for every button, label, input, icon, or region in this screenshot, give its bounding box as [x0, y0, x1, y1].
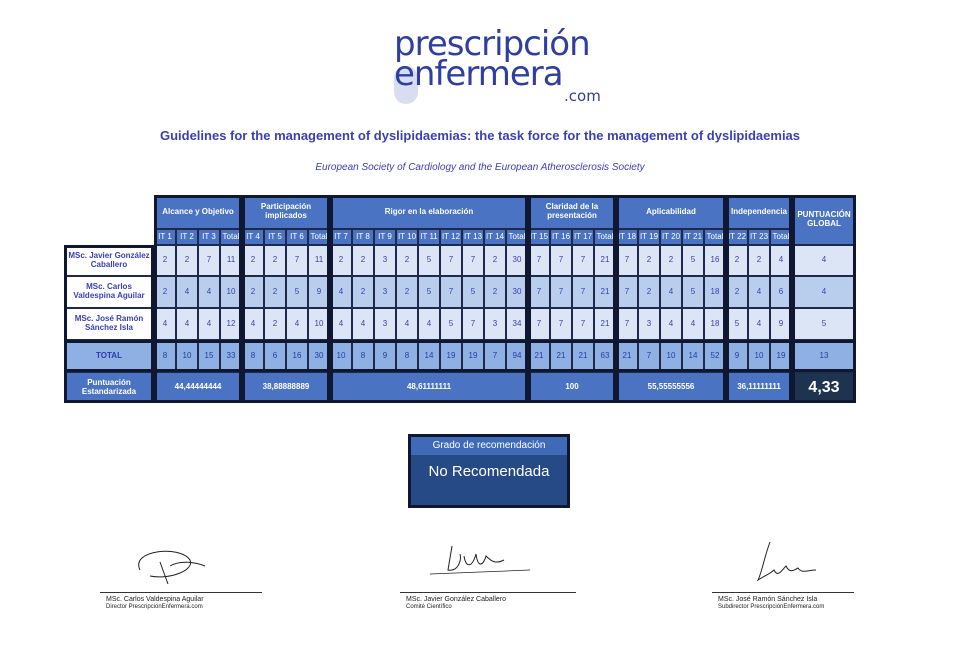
signature-line-1	[100, 592, 262, 593]
score-cell: 2	[264, 308, 286, 340]
score-cell: 2	[396, 276, 418, 308]
total-cell: 15	[198, 340, 220, 372]
score-cell: 5	[726, 308, 748, 340]
score-cell: 4	[418, 308, 440, 340]
total-cell: 21	[528, 340, 550, 372]
score-cell: 4	[176, 276, 198, 308]
score-cell: 11	[308, 245, 330, 276]
score-cell: 7	[440, 276, 462, 308]
score-cell: 2	[154, 276, 176, 308]
recommendation-box	[408, 434, 570, 508]
evaluator-label: MSc. Carlos Valdespina Aguilar	[64, 276, 154, 308]
score-cell: 2	[748, 245, 770, 276]
total-cell: 8	[154, 340, 176, 372]
total-label: TOTAL	[64, 340, 154, 372]
total-cell: 7	[638, 340, 660, 372]
signature-block-director	[100, 540, 262, 620]
item-header: IT 22	[726, 229, 748, 245]
score-cell: 9	[770, 308, 792, 340]
standardized-score: 44,44444444	[154, 372, 242, 403]
item-header: IT 8	[352, 229, 374, 245]
total-cell: 19	[770, 340, 792, 372]
item-header: IT 23	[748, 229, 770, 245]
score-cell: 4	[660, 276, 682, 308]
score-cell: 6	[770, 276, 792, 308]
item-header: IT 19	[638, 229, 660, 245]
score-cell: 2	[638, 276, 660, 308]
agree-score-table	[64, 195, 896, 414]
score-cell: 2	[396, 245, 418, 276]
score-cell: 21	[594, 276, 616, 308]
score-cell: 4	[154, 308, 176, 340]
total-cell: 14	[682, 340, 704, 372]
total-global-score: 13	[792, 340, 856, 372]
total-cell: 8	[242, 340, 264, 372]
score-cell: 12	[220, 308, 242, 340]
evaluator-global-score: 5	[792, 308, 856, 340]
item-header: Total	[594, 229, 616, 245]
score-cell: 5	[462, 276, 484, 308]
score-cell: 4	[352, 308, 374, 340]
score-cell: 2	[176, 245, 198, 276]
total-cell: 10	[176, 340, 198, 372]
score-cell: 2	[726, 276, 748, 308]
signature-role-3: Subdirector PrescripciónEnfermera.com	[718, 604, 825, 610]
score-cell: 4	[286, 308, 308, 340]
total-cell: 63	[594, 340, 616, 372]
total-cell: 19	[440, 340, 462, 372]
evaluator-global-score: 4	[792, 245, 856, 276]
score-cell: 2	[330, 245, 352, 276]
score-cell: 2	[726, 245, 748, 276]
score-cell: 4	[682, 308, 704, 340]
score-cell: 7	[550, 308, 572, 340]
total-cell: 30	[308, 340, 330, 372]
item-header: IT 7	[330, 229, 352, 245]
score-cell: 7	[550, 245, 572, 276]
signature-scribble-1	[100, 540, 210, 590]
item-header: Total	[704, 229, 726, 245]
total-cell: 16	[286, 340, 308, 372]
evaluator-label: MSc. Javier González Caballero	[64, 245, 154, 276]
score-cell: 4	[242, 308, 264, 340]
total-cell: 10	[748, 340, 770, 372]
score-cell: 7	[616, 276, 638, 308]
score-cell: 5	[286, 276, 308, 308]
score-cell: 4	[396, 308, 418, 340]
item-header: IT 21	[682, 229, 704, 245]
item-header: IT 12	[440, 229, 462, 245]
item-header: IT 4	[242, 229, 264, 245]
total-cell: 10	[330, 340, 352, 372]
total-cell: 9	[374, 340, 396, 372]
score-cell: 11	[220, 245, 242, 276]
signature-role-1: Director PrescripciónEnfermera.com	[106, 604, 203, 610]
total-cell: 6	[264, 340, 286, 372]
score-cell: 2	[352, 245, 374, 276]
score-cell: 7	[198, 245, 220, 276]
item-header: IT 6	[286, 229, 308, 245]
item-header: Total	[308, 229, 330, 245]
total-cell: 9	[726, 340, 748, 372]
item-header: IT 13	[462, 229, 484, 245]
score-cell: 4	[748, 308, 770, 340]
score-cell: 30	[506, 245, 528, 276]
score-cell: 7	[616, 245, 638, 276]
score-cell: 7	[528, 308, 550, 340]
group-header: Claridad de la presentación	[528, 195, 616, 229]
score-cell: 2	[352, 276, 374, 308]
score-cell: 5	[418, 245, 440, 276]
score-cell: 5	[682, 276, 704, 308]
item-header: Total	[506, 229, 528, 245]
signature-block-subdirector	[712, 540, 854, 620]
score-cell: 10	[308, 308, 330, 340]
item-header: IT 5	[264, 229, 286, 245]
standardized-score: 55,55555556	[616, 372, 726, 403]
signature-scribble-3	[712, 540, 842, 590]
item-header: IT 1	[154, 229, 176, 245]
item-header: IT 2	[176, 229, 198, 245]
score-cell: 7	[528, 276, 550, 308]
group-header: Rigor en la elaboración	[330, 195, 528, 229]
score-cell: 21	[594, 308, 616, 340]
total-cell: 52	[704, 340, 726, 372]
score-cell: 2	[242, 276, 264, 308]
standardized-score: 38,88888889	[242, 372, 330, 403]
signature-name-2: MSc. Javier González Caballero	[406, 596, 506, 603]
score-cell: 7	[528, 245, 550, 276]
standardized-score: 100	[528, 372, 616, 403]
standardized-label: Puntuación Estandarizada	[64, 372, 154, 403]
score-cell: 7	[572, 276, 594, 308]
signature-line-3	[712, 592, 854, 593]
score-cell: 5	[418, 276, 440, 308]
item-header: Total	[220, 229, 242, 245]
group-header: Aplicabilidad	[616, 195, 726, 229]
score-cell: 3	[638, 308, 660, 340]
score-cell: 4	[176, 308, 198, 340]
document-subtitle: European Society of Cardiology and the European Atherosclerosis Society	[315, 162, 645, 173]
score-cell: 2	[484, 245, 506, 276]
score-cell: 4	[198, 308, 220, 340]
standardized-score: 48,61111111	[330, 372, 528, 403]
total-cell: 8	[352, 340, 374, 372]
score-cell: 7	[462, 245, 484, 276]
item-header: Total	[770, 229, 792, 245]
score-cell: 4	[198, 276, 220, 308]
score-cell: 3	[374, 276, 396, 308]
score-cell: 3	[374, 308, 396, 340]
prescripcion-enfermera-logo	[380, 22, 620, 104]
item-header: IT 11	[418, 229, 440, 245]
total-cell: 19	[462, 340, 484, 372]
group-header: Independencia	[726, 195, 792, 229]
score-cell: 7	[286, 245, 308, 276]
score-cell: 3	[484, 308, 506, 340]
total-cell: 7	[484, 340, 506, 372]
score-cell: 30	[506, 276, 528, 308]
total-cell: 33	[220, 340, 242, 372]
score-cell: 2	[264, 245, 286, 276]
score-cell: 34	[506, 308, 528, 340]
item-header: IT 10	[396, 229, 418, 245]
score-cell: 2	[242, 245, 264, 276]
logo-line-1: prescripción	[394, 24, 590, 64]
score-cell: 2	[264, 276, 286, 308]
score-cell: 7	[616, 308, 638, 340]
score-cell: 9	[308, 276, 330, 308]
score-cell: 4	[330, 308, 352, 340]
signature-line-2	[400, 592, 576, 593]
score-cell: 18	[704, 276, 726, 308]
logo-line-2: enfermera	[394, 54, 563, 94]
evaluator-label: MSc. José Ramón Sánchez Isla	[64, 308, 154, 340]
total-cell: 21	[572, 340, 594, 372]
total-cell: 10	[660, 340, 682, 372]
recommendation-value: No Recomendada	[428, 463, 550, 480]
score-cell: 7	[550, 276, 572, 308]
item-header: IT 15	[528, 229, 550, 245]
score-cell: 2	[484, 276, 506, 308]
signature-scribble-2	[400, 540, 540, 590]
group-header: Participación implicados	[242, 195, 330, 229]
item-header: IT 16	[550, 229, 572, 245]
score-cell: 5	[440, 308, 462, 340]
score-cell: 7	[462, 308, 484, 340]
total-cell: 8	[396, 340, 418, 372]
score-cell: 5	[682, 245, 704, 276]
score-cell: 4	[748, 276, 770, 308]
signature-name-3: MSc. José Ramón Sánchez Isla	[718, 596, 818, 603]
logo-domain: .com	[564, 87, 601, 105]
global-score-header: PUNTUACIÓN GLOBAL	[792, 195, 856, 245]
score-cell: 4	[660, 308, 682, 340]
item-header: IT 20	[660, 229, 682, 245]
item-header: IT 18	[616, 229, 638, 245]
score-cell: 21	[594, 245, 616, 276]
total-cell: 14	[418, 340, 440, 372]
global-score-value: 4,33	[792, 372, 856, 403]
score-cell: 7	[572, 245, 594, 276]
total-cell: 21	[616, 340, 638, 372]
score-cell: 2	[638, 245, 660, 276]
item-header: IT 14	[484, 229, 506, 245]
total-cell: 21	[550, 340, 572, 372]
score-cell: 10	[220, 276, 242, 308]
document-title: Guidelines for the management of dyslipidaemias: the task force for the management of dyslipidaemias	[159, 128, 801, 143]
total-cell: 94	[506, 340, 528, 372]
group-header: Alcance y Objetivo	[154, 195, 242, 229]
score-cell: 18	[704, 308, 726, 340]
signature-name-1: MSc. Carlos Valdespina Aguilar	[106, 596, 204, 603]
recommendation-header: Grado de recomendación	[411, 437, 567, 455]
score-cell: 16	[704, 245, 726, 276]
score-cell: 4	[330, 276, 352, 308]
item-header: IT 3	[198, 229, 220, 245]
signature-block-scientific	[400, 540, 576, 620]
item-header: IT 17	[572, 229, 594, 245]
evaluator-global-score: 4	[792, 276, 856, 308]
score-cell: 7	[572, 308, 594, 340]
score-cell: 2	[660, 245, 682, 276]
score-cell: 3	[374, 245, 396, 276]
item-header: IT 9	[374, 229, 396, 245]
standardized-score: 36,11111111	[726, 372, 792, 403]
signature-role-2: Comité Científico	[406, 604, 452, 610]
score-cell: 2	[154, 245, 176, 276]
score-cell: 4	[770, 245, 792, 276]
score-cell: 7	[440, 245, 462, 276]
